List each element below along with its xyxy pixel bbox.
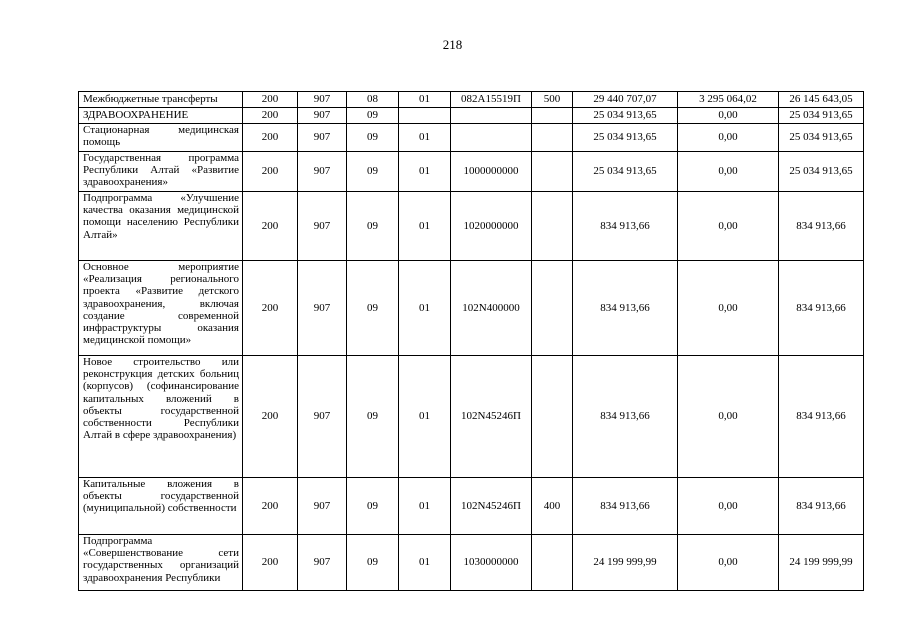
amount-approved-cell: 25 034 913,65 <box>573 108 678 124</box>
amount-approved-cell: 24 199 999,99 <box>573 535 678 591</box>
expense-type-cell <box>532 124 573 152</box>
target-article-cell: 102N400000 <box>451 261 532 356</box>
subsection-code-cell: 01 <box>399 152 451 192</box>
target-article-cell: 1030000000 <box>451 535 532 591</box>
admin-code-cell: 200 <box>243 356 298 478</box>
ministry-code-cell: 907 <box>298 356 347 478</box>
row-name-cell: Государственная программа Республики Алтай «Развитие здравоохранения» <box>79 152 243 192</box>
subsection-code-cell: 01 <box>399 92 451 108</box>
expense-type-cell <box>532 535 573 591</box>
ministry-code-cell: 907 <box>298 124 347 152</box>
ministry-code-cell: 907 <box>298 478 347 535</box>
section-code-cell: 09 <box>347 478 399 535</box>
target-article-cell: 102N45246П <box>451 478 532 535</box>
amount-total-cell: 834 913,66 <box>779 356 864 478</box>
subsection-code-cell: 01 <box>399 124 451 152</box>
row-name-cell: Новое строительство или реконструкция детских больниц (корпусов) (софинансирование капитальных вложений в объекты государственной собственности Республики Алтай в сфере здравоохранения) <box>79 356 243 478</box>
amount-total-cell: 25 034 913,65 <box>779 152 864 192</box>
subsection-code-cell: 01 <box>399 261 451 356</box>
amount-approved-cell: 834 913,66 <box>573 478 678 535</box>
expense-type-cell <box>532 152 573 192</box>
table-row <box>79 108 864 124</box>
admin-code-cell: 200 <box>243 192 298 261</box>
amount-change-cell: 0,00 <box>678 192 779 261</box>
table-row <box>79 535 864 591</box>
amount-change-cell: 0,00 <box>678 356 779 478</box>
admin-code-cell: 200 <box>243 152 298 192</box>
expense-type-cell: 400 <box>532 478 573 535</box>
amount-total-cell: 24 199 999,99 <box>779 535 864 591</box>
amount-change-cell: 0,00 <box>678 261 779 356</box>
expense-type-cell <box>532 356 573 478</box>
row-name-cell: Подпрограмма «Совершенствование сети государственных организаций здравоохранения Республики <box>79 535 243 591</box>
amount-change-cell: 3 295 064,02 <box>678 92 779 108</box>
subsection-code-cell: 01 <box>399 356 451 478</box>
budget-table <box>78 91 864 591</box>
expense-type-cell <box>532 192 573 261</box>
subsection-code-cell: 01 <box>399 192 451 261</box>
ministry-code-cell: 907 <box>298 192 347 261</box>
amount-total-cell: 834 913,66 <box>779 478 864 535</box>
expense-type-cell <box>532 261 573 356</box>
section-code-cell: 09 <box>347 356 399 478</box>
section-code-cell: 09 <box>347 192 399 261</box>
admin-code-cell: 200 <box>243 535 298 591</box>
table-row <box>79 478 864 535</box>
admin-code-cell: 200 <box>243 124 298 152</box>
row-name-cell: Межбюджетные трансферты <box>79 92 243 108</box>
admin-code-cell: 200 <box>243 108 298 124</box>
table-row <box>79 192 864 261</box>
table-row <box>79 261 864 356</box>
target-article-cell: 1020000000 <box>451 192 532 261</box>
section-code-cell: 09 <box>347 535 399 591</box>
amount-total-cell: 25 034 913,65 <box>779 124 864 152</box>
row-name-cell: Подпрограмма «Улучшение качества оказания медицинской помощи населению Республики Алтай» <box>79 192 243 261</box>
table-row <box>79 92 864 108</box>
subsection-code-cell: 01 <box>399 535 451 591</box>
table-row <box>79 356 864 478</box>
section-code-cell: 09 <box>347 261 399 356</box>
amount-change-cell: 0,00 <box>678 478 779 535</box>
amount-total-cell: 26 145 643,05 <box>779 92 864 108</box>
amount-approved-cell: 29 440 707,07 <box>573 92 678 108</box>
table-body <box>79 92 864 591</box>
ministry-code-cell: 907 <box>298 152 347 192</box>
section-code-cell: 09 <box>347 108 399 124</box>
expense-type-cell: 500 <box>532 92 573 108</box>
amount-total-cell: 834 913,66 <box>779 192 864 261</box>
table-row <box>79 124 864 152</box>
target-article-cell: 082A15519П <box>451 92 532 108</box>
amount-approved-cell: 25 034 913,65 <box>573 152 678 192</box>
amount-change-cell: 0,00 <box>678 108 779 124</box>
subsection-code-cell: 01 <box>399 478 451 535</box>
expense-type-cell <box>532 108 573 124</box>
ministry-code-cell: 907 <box>298 92 347 108</box>
target-article-cell: 1000000000 <box>451 152 532 192</box>
row-name-cell: Капитальные вложения в объекты государственной (муниципальной) собственности <box>79 478 243 535</box>
section-code-cell: 08 <box>347 92 399 108</box>
amount-approved-cell: 834 913,66 <box>573 261 678 356</box>
row-name-cell: Стационарная медицинская помощь <box>79 124 243 152</box>
row-name-cell: Основное мероприятие «Реализация регионального проекта «Развитие детского здравоохранения, включая создание современной инфраструктуры оказания медицинской помощи» <box>79 261 243 356</box>
subsection-code-cell <box>399 108 451 124</box>
amount-change-cell: 0,00 <box>678 535 779 591</box>
amount-total-cell: 834 913,66 <box>779 261 864 356</box>
admin-code-cell: 200 <box>243 261 298 356</box>
amount-approved-cell: 834 913,66 <box>573 356 678 478</box>
amount-change-cell: 0,00 <box>678 124 779 152</box>
ministry-code-cell: 907 <box>298 108 347 124</box>
target-article-cell: 102N45246П <box>451 356 532 478</box>
page-number: 218 <box>442 37 463 52</box>
amount-approved-cell: 834 913,66 <box>573 192 678 261</box>
admin-code-cell: 200 <box>243 478 298 535</box>
admin-code-cell: 200 <box>243 92 298 108</box>
amount-total-cell: 25 034 913,65 <box>779 108 864 124</box>
amount-approved-cell: 25 034 913,65 <box>573 124 678 152</box>
section-code-cell: 09 <box>347 124 399 152</box>
target-article-cell <box>451 108 532 124</box>
ministry-code-cell: 907 <box>298 535 347 591</box>
section-code-cell: 09 <box>347 152 399 192</box>
ministry-code-cell: 907 <box>298 261 347 356</box>
target-article-cell <box>451 124 532 152</box>
table-row <box>79 152 864 192</box>
row-name-cell: ЗДРАВООХРАНЕНИЕ <box>79 108 243 124</box>
amount-change-cell: 0,00 <box>678 152 779 192</box>
